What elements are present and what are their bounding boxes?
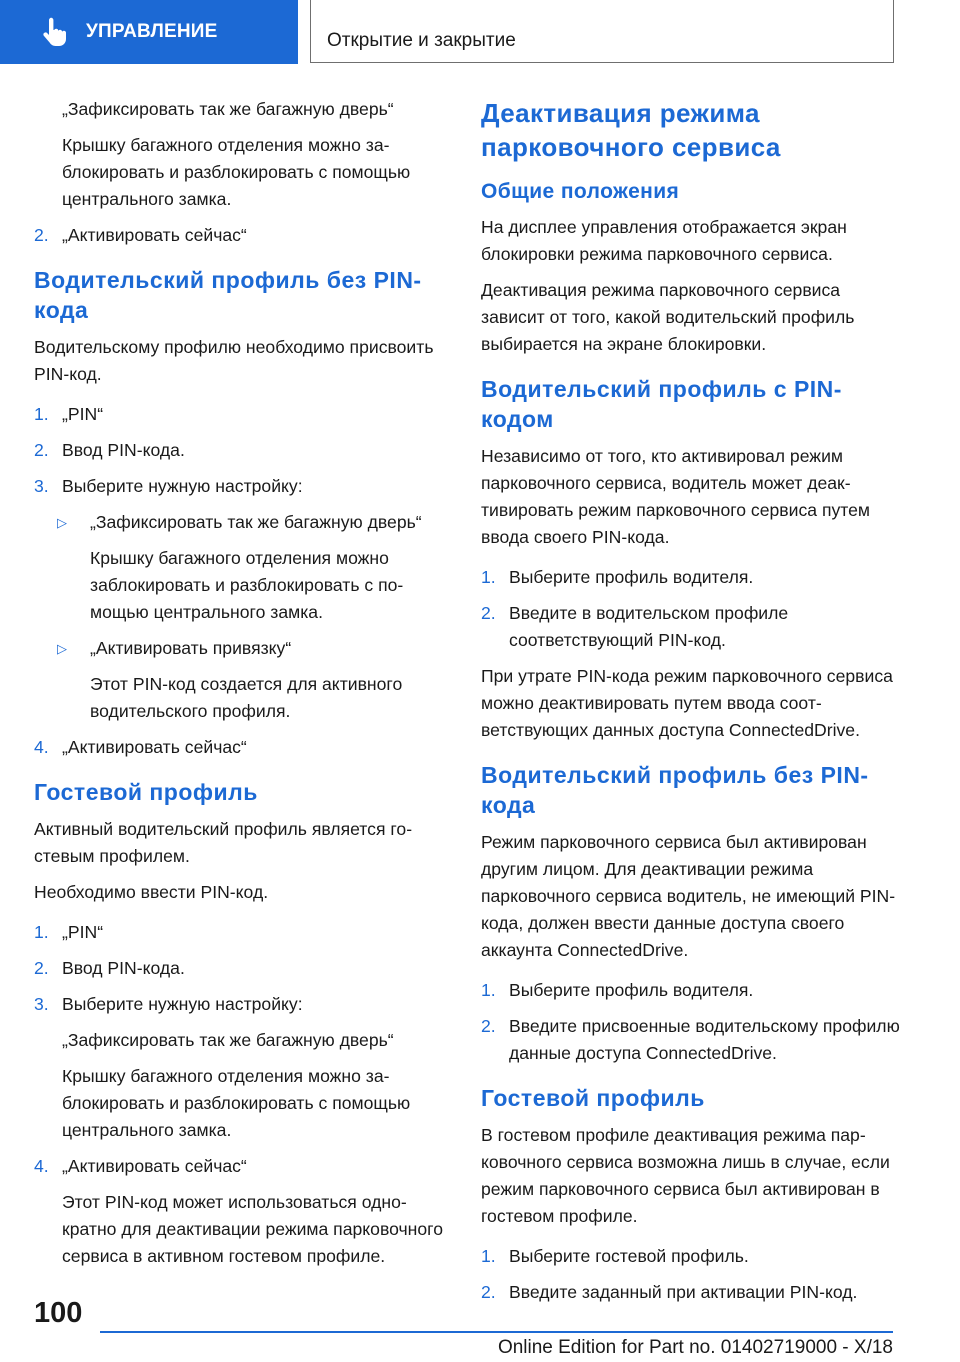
- list-number: 3.: [34, 476, 49, 496]
- left-column: [34, 96, 444, 1279]
- list-number: 4.: [34, 1156, 49, 1176]
- list-number: 1.: [481, 567, 496, 587]
- list-item: [34, 919, 444, 946]
- list-item: [34, 991, 444, 1018]
- list-item: [34, 734, 444, 761]
- list-number: 2.: [34, 225, 49, 245]
- option-note: Крышку багажного отделения можно заблокировать и разблокировать с помощью центрального замка.: [62, 1066, 411, 1140]
- heading-driver-no-pin: Водительский профиль без PIN-кода: [481, 762, 869, 818]
- heading-deactivation: Деактивация режима парковочного сервиса: [481, 98, 781, 162]
- list-text: „Активировать сейчас“: [62, 737, 247, 757]
- paragraph: При утрате PIN-кода режим парковочного сервиса можно деактивировать путем ввода соответствующих данных доступа ConnectedDrive.: [481, 666, 893, 740]
- list-number: 1.: [34, 404, 49, 424]
- heading-driver-with-pin: Водительский профиль с PIN-кодом: [481, 376, 842, 432]
- option-note: Крышку багажного отделения можно заблокировать и разблокировать с помощью центрального замка.: [62, 135, 411, 209]
- option-note: Этот PIN-код может использоваться однократно для деактивации режима парковочного сервиса в активном гостевом профиле.: [62, 1192, 443, 1266]
- paragraph: В гостевом профиле деактивация режима парковочного сервиса возможна лишь в случае, если режим парковочного сервиса был активирован в гостевом профиле.: [481, 1125, 890, 1226]
- list-text: Введите в водительском профиле соответствующий PIN-код.: [509, 603, 789, 650]
- list-item: [34, 222, 444, 249]
- sub-list-text: „Активировать привязку“: [90, 638, 292, 658]
- list-item: [34, 437, 444, 464]
- triangle-bullet-icon: ▷: [57, 515, 67, 530]
- list-text: „PIN“: [62, 922, 104, 942]
- section-tab[interactable]: [0, 0, 298, 64]
- list-text: „Активировать сейчас“: [62, 225, 247, 245]
- right-column: [481, 96, 901, 1315]
- sub-list-item: [34, 635, 444, 662]
- list-number: 1.: [481, 980, 496, 1000]
- list-text: Ввод PIN-кода.: [62, 440, 185, 460]
- list-number: 2.: [34, 958, 49, 978]
- list-text: „PIN“: [62, 404, 104, 424]
- paragraph: На дисплее управления отображается экран блокировки режима парковочного сервиса.: [481, 217, 847, 264]
- list-item: [34, 401, 444, 428]
- list-item: [481, 1279, 901, 1306]
- heading-guest-profile: Гостевой профиль: [481, 1085, 705, 1111]
- list-item: [481, 977, 901, 1004]
- option-text: „Зафиксировать так же багажную дверь“: [62, 1030, 394, 1050]
- list-text: Ввод PIN-кода.: [62, 958, 185, 978]
- list-item: [34, 1153, 444, 1180]
- sub-list-note: Крышку багажного отделения можно заблокировать и разблокировать с помощью центрального замка.: [90, 548, 404, 622]
- section-label: УПРАВЛЕНИЕ: [86, 21, 218, 42]
- subsection-tab[interactable]: [310, 0, 894, 63]
- header-bar: [0, 0, 960, 66]
- paragraph: Независимо от того, кто активировал режим парковочного сервиса, водитель может деактивировать режим парковочного сервиса путем ввода своего PIN-кода.: [481, 446, 871, 547]
- page-number: 100: [34, 1297, 83, 1329]
- list-number: 4.: [34, 737, 49, 757]
- hand-pointer-icon: [38, 16, 70, 48]
- list-text: Выберите профиль водителя.: [509, 980, 754, 1000]
- heading-general: Общие положения: [481, 180, 680, 203]
- sub-list-item: [34, 509, 444, 536]
- list-text: Выберите нужную настройку:: [62, 994, 303, 1014]
- list-text: Выберите нужную настройку:: [62, 476, 303, 496]
- option-text: „Зафиксировать так же багажную дверь“: [62, 99, 394, 119]
- list-number: 2.: [481, 1016, 496, 1036]
- list-text: „Активировать сейчас“: [62, 1156, 247, 1176]
- list-item: [481, 1013, 901, 1067]
- list-number: 2.: [34, 440, 49, 460]
- edition-footer: Online Edition for Part no. 01402719000 - X/18: [497, 1337, 893, 1358]
- triangle-bullet-icon: ▷: [57, 641, 67, 656]
- paragraph: Активный водительский профиль является гостевым профилем.: [34, 819, 413, 866]
- list-number: 2.: [481, 603, 496, 623]
- subsection-label: Открытие и закрытие: [327, 30, 516, 51]
- list-text: Выберите гостевой профиль.: [509, 1246, 749, 1266]
- sub-list-text: „Зафиксировать так же багажную дверь“: [90, 512, 422, 532]
- list-number: 1.: [34, 922, 49, 942]
- footer-divider: [100, 1331, 893, 1333]
- list-number: 2.: [481, 1282, 496, 1302]
- list-item: [481, 564, 901, 591]
- list-number: 3.: [34, 994, 49, 1014]
- heading-guest-profile: Гостевой профиль: [34, 779, 258, 805]
- paragraph: Водительскому профилю необходимо присвоить PIN-код.: [34, 337, 434, 384]
- paragraph: Необходимо ввести PIN-код.: [34, 882, 269, 902]
- list-item: [34, 955, 444, 982]
- list-item: [34, 473, 444, 500]
- list-text: Введите заданный при активации PIN-код.: [509, 1282, 858, 1302]
- sub-list-note: Этот PIN-код создается для активного водительского профиля.: [90, 674, 403, 721]
- list-number: 1.: [481, 1246, 496, 1266]
- paragraph: Деактивация режима парковочного сервиса зависит от того, какой водительский профиль выбирается на экране блокировки.: [481, 280, 855, 354]
- list-item: [481, 600, 901, 654]
- list-text: Выберите профиль водителя.: [509, 567, 754, 587]
- heading-driver-no-pin: Водительский профиль без PIN-кода: [34, 267, 422, 323]
- list-item: [481, 1243, 901, 1270]
- list-text: Введите присвоенные водительскому профилю данные доступа ConnectedDrive.: [509, 1016, 900, 1063]
- paragraph: Режим парковочного сервиса был активирован другим лицом. Для деактивации режима парковочного сервиса водитель, не имеющий PIN-кода, должен ввести данные доступа своего аккаунта ConnectedDrive.: [481, 832, 896, 960]
